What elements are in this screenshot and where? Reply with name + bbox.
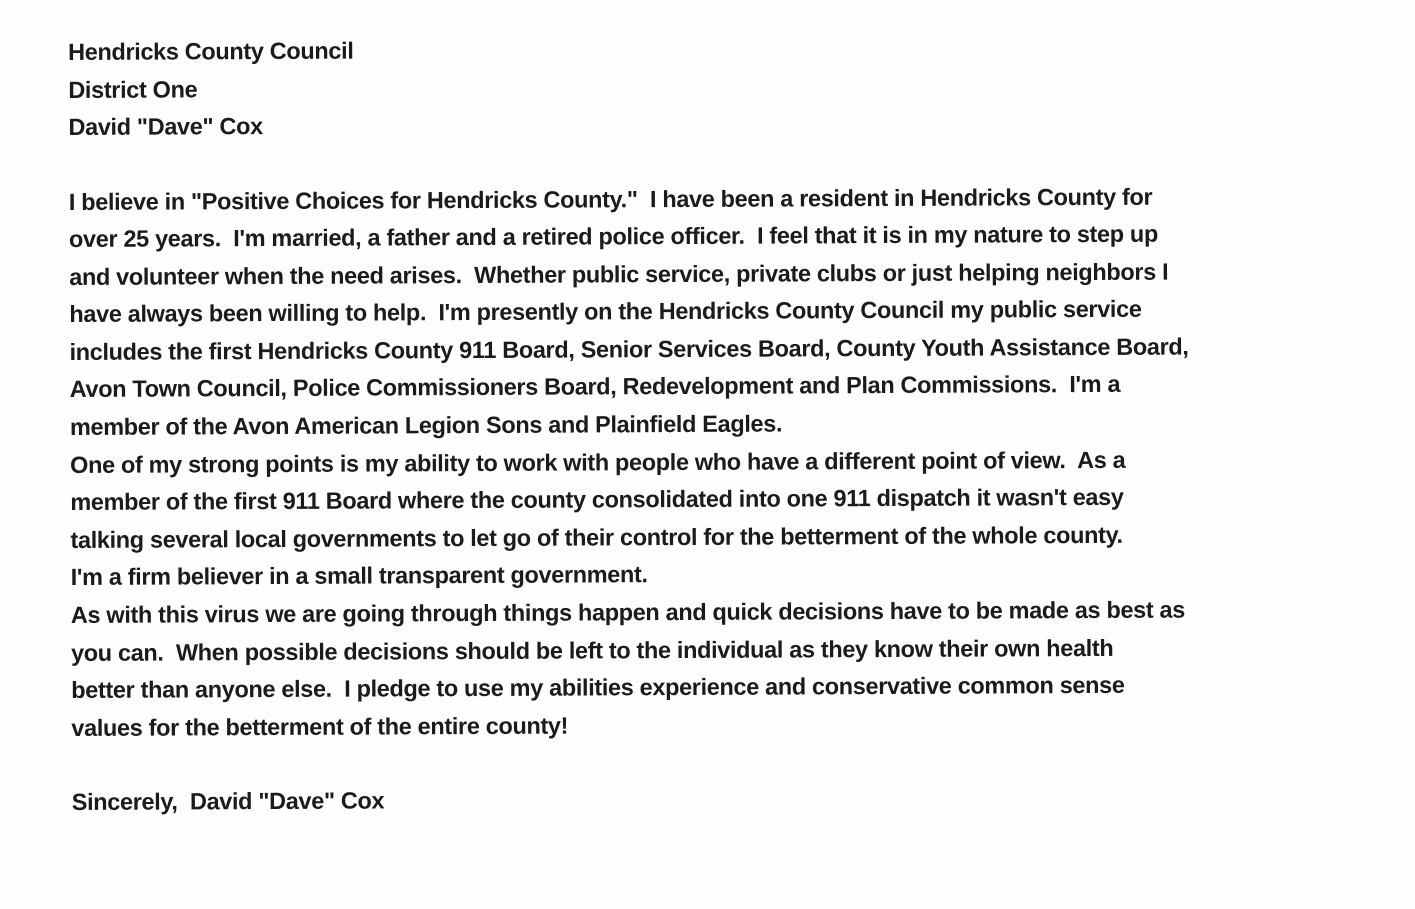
body-line: you can. When possible decisions should be left to the individual as they know their own health (70, 634, 1114, 666)
body-line: As with this virus we are going through things happen and quick decisions have to be made as best as (70, 596, 1186, 629)
body-line: talking several local governments to let go of their control for the betterment of the whole county. (70, 521, 1123, 553)
organization-name: Hendricks County Council (68, 37, 354, 65)
body-line: Avon Town Council, Police Commissioners Board, Redevelopment and Plan Commissions. I'm a (69, 371, 1121, 403)
body-line: member of the Avon American Legion Sons and Plainfield Eagles. (69, 410, 783, 441)
letter-header (68, 28, 1379, 147)
body-line: better than anyone else. I pledge to use my abilities experience and conservative common sense (71, 672, 1125, 704)
body-line: I believe in "Positive Choices for Hendricks County." I have been a resident in Hendricks County for (68, 183, 1153, 215)
signature-line: Sincerely, David "Dave" Cox (71, 787, 385, 816)
body-line: over 25 years. I'm married, a father and a retired police officer. I feel that it is in my nature to step up (68, 220, 1158, 253)
district-name: District One (68, 75, 198, 103)
letter-closing (72, 778, 1382, 822)
body-line: One of my strong points is my ability to work with people who have a different point of view. As a (70, 446, 1126, 478)
body-line: have always been willing to help. I'm presently on the Hendricks County Council my public service (69, 296, 1142, 328)
letter (68, 28, 1382, 822)
body-line: and volunteer when the need arises. Whether public service, private clubs or just helping neighbors I (69, 258, 1169, 290)
letter-body (69, 177, 1382, 747)
body-line: member of the first 911 Board where the county consolidated into one 911 dispatch it wasn't easy (70, 484, 1124, 516)
body-line: I'm a firm believer in a small transparent government. (70, 561, 648, 591)
author-name: David "Dave" Cox (68, 113, 263, 140)
body-line: values for the betterment of the entire county! (71, 712, 569, 741)
body-line: includes the first Hendricks County 911 Board, Senior Services Board, County Youth Assistance Board, (69, 333, 1189, 365)
